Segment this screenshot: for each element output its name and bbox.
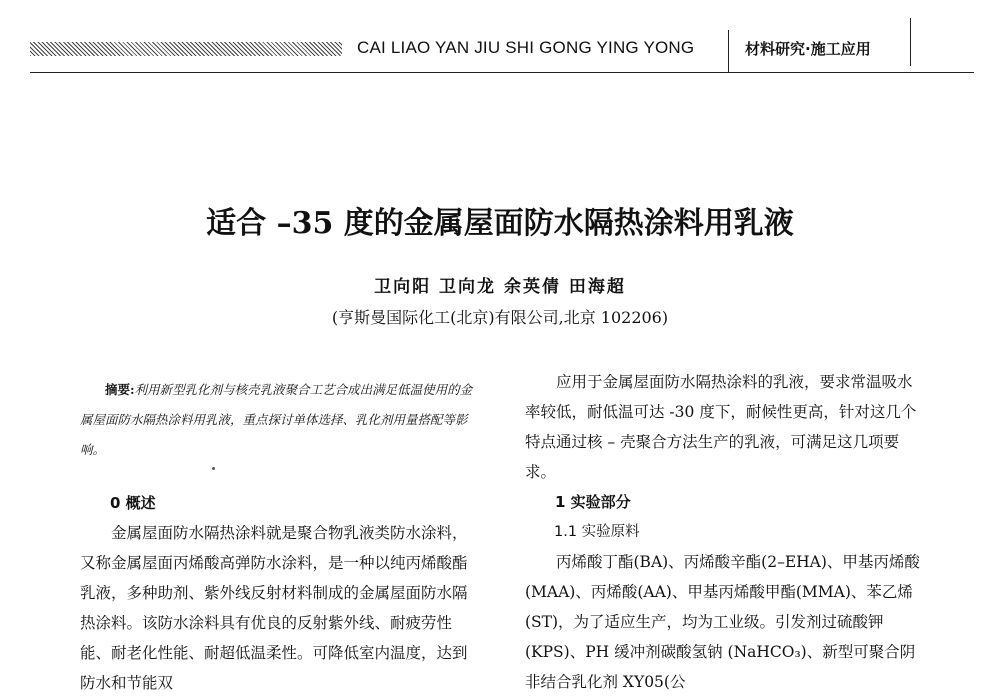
running-title: CAI LIAO YAN JIU SHI GONG YING YONG [357,38,695,57]
affiliation: (亨斯曼国际化工(北京)有限公司,北京 102206) [331,308,669,327]
header-divider [728,30,729,72]
intro-paragraph: 应用于金属屋面防水隔热涂料的乳液，要求常温吸水率较低，耐低温可达 -30 度下，耐候性更高，针对这几个特点通过核 – 壳聚合方法生产的乳液，可满足这几项要求。 [525,373,917,481]
header-end-tick [910,18,911,66]
header-hatch-bar [30,42,342,56]
subsection-heading-materials: 1.1 实验原料 [554,524,640,540]
header-rule [30,72,974,73]
section-heading-experiment: 1 实验部分 [555,493,631,511]
authors: 卫向阳 卫向龙 余英倩 田海超 [374,277,626,297]
section-heading-overview: 0 概述 [110,494,156,512]
abstract-text: 利用新型乳化剂与核壳乳液聚合工艺合成出满足低温使用的金属屋面防水隔热涂料用乳液，重点探讨单体选择、乳化剂用量搭配等影响。 [80,382,473,457]
section-label: 材料研究·施工应用 [745,40,871,58]
right-column [525,367,925,697]
abstract [80,375,480,465]
abstract-label: 摘要: [105,382,135,397]
overview-paragraph: 金属屋面防水隔热涂料就是聚合物乳液类防水涂料，又称金属屋面丙烯酸高弹防水涂料，是一种以纯丙烯酸酯乳液，多种助剂、紫外线反射材料制成的金属屋面防水隔热涂料。该防水涂料具有优良的反射紫外线、耐疲劳性能、耐老化性能、耐超低温柔性。可降低室内温度，达到防水和节能双 [80,524,468,692]
materials-paragraph: 丙烯酸丁酯(BA)、丙烯酸辛酯(2–EHA)、甲基丙烯酸(MAA)、丙烯酸(AA)、甲基丙烯酸甲酯(MMA)、苯乙烯(ST)，为了适应生产，均为工业级。引发剂过硫酸钾 (KPS)、PH 缓冲剂碳酸氢钠 (NaHCO₃)、新型可聚合阴非结合乳化剂 XY05(公 [525,553,920,691]
left-column [80,488,480,698]
stray-dot [212,467,215,470]
article-title: 适合 –35 度的金属屋面防水隔热涂料用乳液 [206,206,794,241]
